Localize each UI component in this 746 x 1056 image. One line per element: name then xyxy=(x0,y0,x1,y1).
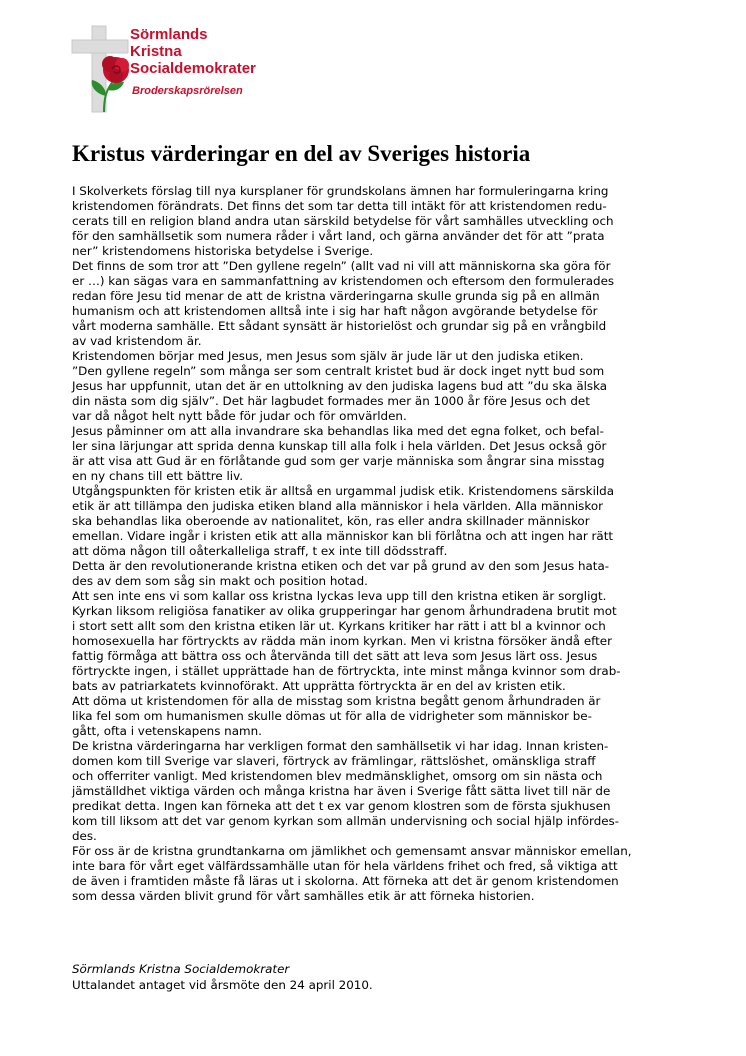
logo-subtitle: Broderskapsrörelsen xyxy=(132,85,243,97)
paragraph-line: humanism och att kristendomen alltså inte i sig har haft någon avgörande betydelse för xyxy=(72,304,598,318)
paragraph-line: lika fel som om humanismen skulle dömas ut för alla de vidrigheter som människor be- xyxy=(72,709,592,723)
paragraph-line: Att sen inte ens vi som kallar oss kristna lyckas leva upp till den kristna etiken är sorgligt. xyxy=(72,589,607,603)
paragraph-line: jämställdhet viktiga värden och många kristna har även i Sverige fått sätta livet till när de xyxy=(72,784,611,798)
paragraph-line: predikat detta. Ingen kan förneka att det t ex var genom klostren som de första sjukhusen xyxy=(72,799,611,813)
body-paragraph xyxy=(72,844,677,904)
logo-wordmark xyxy=(130,26,256,77)
paragraph-line: ska behandlas lika oberoende av nationalitet, kön, ras eller andra skillnader människor xyxy=(72,514,590,528)
paragraph-line: I Skolverkets förslag till nya kursplaner för grundskolans ämnen har formuleringarna kring xyxy=(72,184,609,198)
paragraph-line: redan före Jesu tid menar de att de kristna värderingarna skulle grunda sig på en allmän xyxy=(72,289,600,303)
signature-name: Sörmlands Kristna Socialdemokrater xyxy=(72,962,290,976)
logo-line-3: Socialdemokrater xyxy=(130,60,256,77)
organization-logo xyxy=(70,24,270,116)
paragraph-line: bats av patriarkatets kvinnoförakt. Att upprätta förtryckta är en del av kristen etik. xyxy=(72,679,566,693)
paragraph-line: som dessa värden blivit grund för vårt samhälles etik är att förneka historien. xyxy=(72,889,535,903)
body-paragraph xyxy=(72,259,677,349)
paragraph-line: gått, ofta i vetenskapens namn. xyxy=(72,724,262,738)
paragraph-line: förtryckte ingen, i stället upprättade han de förtryckta, inte minst många kvinnor som drab- xyxy=(72,664,621,678)
paragraph-line: och offerriter vanligt. Med kristendomen blev medmänsklighet, omsorg om sin nästa och xyxy=(72,769,603,783)
paragraph-line: Det finns de som tror att ”Den gyllene regeln” (allt vad ni vill att människorna ska göra för xyxy=(72,259,611,273)
paragraph-line: i stort sett allt som den kristna etiken lär ut. Kyrkans kritiker har rätt i att bl a kvinnor och xyxy=(72,619,606,633)
paragraph-line: emellan. Vidare ingår i kristen etik att alla människor kan bli förlåtna och att ingen har rätt xyxy=(72,529,614,543)
paragraph-line: Jesus har uppfunnit, utan det är en uttolkning av den judiska lagens bud att ”du ska älska xyxy=(72,379,608,393)
body-paragraph xyxy=(72,184,677,259)
paragraph-line: vårt moderna samhälle. Ett sådant synsätt är historielöst och grundar sig på en vrångbild xyxy=(72,319,607,333)
body-paragraph xyxy=(72,739,677,844)
paragraph-line: De kristna värderingarna har verkligen format den samhällsetik vi har idag. Innan kristen- xyxy=(72,739,609,753)
paragraph-line: Kristendomen börjar med Jesus, men Jesus som själv är jude lär ut den judiska etiken. xyxy=(72,349,584,363)
paragraph-line: des. xyxy=(72,829,97,843)
paragraph-line: cerats till en religion bland andra utan särskild betydelse för vårt samhälles utveckling och xyxy=(72,214,614,228)
paragraph-line: Utgångspunkten för kristen etik är alltså en urgammal judisk etik. Kristendomens särskilda xyxy=(72,484,615,498)
paragraph-line: din nästa som dig själv”. Det här lagbudet formades mer än 1000 år före Jesus och det xyxy=(72,394,590,408)
adoption-note: Uttalandet antaget vid årsmöte den 24 april 2010. xyxy=(72,978,373,992)
paragraph-line: ner” kristendomens historiska betydelse i Sverige. xyxy=(72,244,374,258)
paragraph-line: ler sina lärjungar att sprida denna kunskap till alla folk i hela världen. Det Jesus också gör xyxy=(72,439,607,453)
paragraph-line: ”Den gyllene regeln” som många ser som centralt kristet bud är dock inget nytt bud som xyxy=(72,364,605,378)
body-paragraph xyxy=(72,589,677,694)
paragraph-line: de även i framtiden måste få läras ut i skolorna. Att förneka att det är genom kristendomen xyxy=(72,874,619,888)
paragraph-line: för den samhällsetik som numera råder i vårt land, och gärna använder det för att ”prata xyxy=(72,229,605,243)
paragraph-line: en ny chans till ett bättre liv. xyxy=(72,469,244,483)
paragraph-line: inte bara för vårt eget välfärdssamhälle utan för hela världens frihet och fred, så viktiga att xyxy=(72,859,618,873)
body-paragraph xyxy=(72,559,677,589)
paragraph-line: domen kom till Sverige var slaveri, förtryck av främlingar, rättslöshet, omänskliga straff xyxy=(72,754,596,768)
paragraph-line: var då något helt nytt både för judar och för omvärlden. xyxy=(72,409,407,423)
document-title: Kristus värderingar en del av Sveriges historia xyxy=(72,141,531,166)
body-paragraph xyxy=(72,424,677,484)
logo-line-1: Sörmlands xyxy=(130,26,208,43)
paragraph-line: des av dem som såg sin makt och position hotad. xyxy=(72,574,368,588)
paragraph-line: kristendomen förändrats. Det finns det som tar detta till intäkt för att kristendomen redu- xyxy=(72,199,607,213)
body-paragraph xyxy=(72,484,677,559)
document-body xyxy=(72,184,677,904)
paragraph-line: Att döma ut kristendomen för alla de misstag som kristna begått genom århundraden är xyxy=(72,694,601,708)
body-paragraph xyxy=(72,349,677,424)
paragraph-line: Detta är den revolutionerande kristna etiken och det var på grund av den som Jesus hata- xyxy=(72,559,610,573)
paragraph-line: fattig förmåga att bättra oss och återvända till det sätt att leva som Jesus lärt oss. Jesus xyxy=(72,649,598,663)
paragraph-line: Jesus påminner om att alla invandrare ska behandlas lika med det egna folket, och befal- xyxy=(72,424,604,438)
body-paragraph xyxy=(72,694,677,739)
paragraph-line: att döma någon till oåterkalleliga straff, t ex inte till dödsstraff. xyxy=(72,544,448,558)
paragraph-line: homosexuella har förtryckts av rädda män inom kyrkan. Men vi kristna försöker ändå efter xyxy=(72,634,612,648)
paragraph-line: är att visa att Gud är en förlåtande gud som ger varje människa som ångrar sina misstag xyxy=(72,454,605,468)
logo-line-2: Kristna xyxy=(130,43,182,60)
paragraph-line: kom till liksom att det var genom kyrkan som allmän undervisning och social hjälp infördes- xyxy=(72,814,620,828)
paragraph-line: er …) kan sägas vara en sammanfattning av kristendomen och eftersom den formulerades xyxy=(72,274,615,288)
signature-block xyxy=(72,961,373,993)
paragraph-line: etik är att tillämpa den judiska etiken bland alla människor i hela världen. Alla människor xyxy=(72,499,603,513)
paragraph-line: För oss är de kristna grundtankarna om jämlikhet och gemensamt ansvar människor emellan, xyxy=(72,844,632,858)
paragraph-line: Kyrkan liksom religiösa fanatiker av olika grupperingar har genom århundradena brutit mot xyxy=(72,604,617,618)
paragraph-line: av vad kristendom är. xyxy=(72,334,202,348)
